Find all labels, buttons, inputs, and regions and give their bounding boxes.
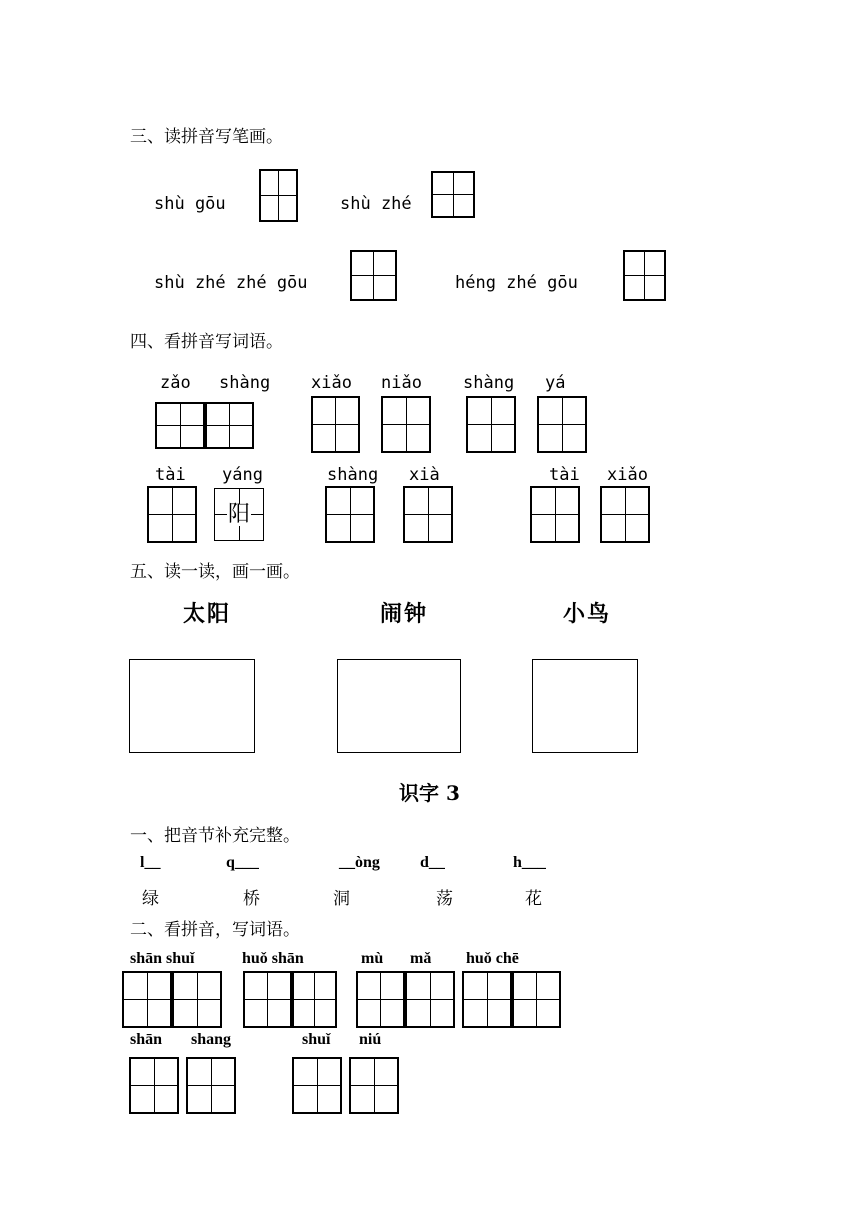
stroke-pinyin-4: héng zhé gōu — [455, 273, 578, 293]
part2-heading: 二、看拼音，写词语。 — [130, 920, 300, 940]
writing-grid[interactable] — [292, 1057, 342, 1114]
pinyin: mǎ — [410, 950, 432, 967]
pinyin: shān shuǐ — [130, 950, 195, 967]
writing-grid[interactable] — [462, 971, 512, 1028]
writing-grid[interactable] — [623, 250, 666, 301]
writing-grid[interactable] — [512, 971, 561, 1028]
stroke-pinyin-1: shù gōu — [154, 194, 226, 214]
writing-grid[interactable] — [147, 486, 197, 543]
writing-grid[interactable] — [243, 971, 292, 1028]
pinyin: yá — [545, 373, 566, 393]
writing-grid[interactable] — [186, 1057, 236, 1114]
pinyin: shàng — [327, 465, 379, 485]
pinyin: niǎo — [381, 373, 422, 393]
stroke-pinyin-3: shù zhé zhé gōu — [154, 273, 308, 293]
section5-heading: 五、读一读，画一画。 — [130, 562, 300, 582]
writing-grid[interactable] — [349, 1057, 399, 1114]
syllable-blank[interactable]: __òng — [339, 854, 380, 871]
writing-grid[interactable] — [311, 396, 360, 453]
syllable-blank[interactable]: h___ — [513, 854, 546, 871]
pinyin: shàng — [463, 373, 515, 393]
pinyin: zǎo — [160, 373, 191, 393]
char: 花 — [525, 889, 542, 909]
writing-grid[interactable] — [356, 971, 405, 1028]
writing-grid[interactable] — [350, 250, 397, 301]
syllable-blank[interactable]: d__ — [420, 854, 445, 871]
writing-grid[interactable] — [292, 971, 337, 1028]
section3-heading: 三、读拼音写笔画。 — [130, 127, 283, 147]
section4-heading: 四、看拼音写词语。 — [130, 332, 283, 352]
char: 桥 — [243, 889, 260, 909]
writing-grid[interactable] — [325, 486, 375, 543]
pinyin: huǒ chē — [466, 950, 519, 967]
drawing-box[interactable] — [532, 659, 638, 753]
pinyin: tài — [155, 465, 186, 485]
writing-grid[interactable] — [530, 486, 580, 543]
writing-grid[interactable] — [381, 396, 431, 453]
draw-word-bird: 小鸟 — [563, 602, 612, 627]
char: 荡 — [436, 889, 453, 909]
pinyin: shang — [191, 1031, 232, 1048]
writing-grid[interactable] — [431, 171, 475, 218]
draw-word-clock: 闹钟 — [380, 602, 429, 627]
part1-heading: 一、把音节补充完整。 — [130, 826, 300, 846]
writing-grid[interactable] — [600, 486, 650, 543]
writing-grid[interactable] — [129, 1057, 179, 1114]
writing-grid[interactable] — [405, 971, 455, 1028]
writing-grid[interactable] — [205, 402, 254, 449]
pinyin: xià — [409, 465, 440, 485]
pinyin: shān — [130, 1031, 163, 1048]
pinyin: shàng — [219, 373, 271, 393]
writing-grid[interactable] — [172, 971, 222, 1028]
writing-grid[interactable] — [537, 396, 587, 453]
pinyin: xiǎo — [607, 465, 648, 485]
pinyin: tài — [549, 465, 580, 485]
syllable-blank[interactable]: l__ — [140, 854, 161, 871]
draw-word-sun: 太阳 — [183, 602, 232, 627]
writing-grid[interactable] — [155, 402, 205, 449]
pinyin: yáng — [222, 465, 263, 485]
writing-grid[interactable] — [122, 971, 172, 1028]
pinyin: xiǎo — [311, 373, 352, 393]
drawing-box[interactable] — [129, 659, 255, 753]
lesson-title: 识字 3 — [399, 781, 460, 805]
char: 洞 — [333, 889, 350, 909]
drawing-box[interactable] — [337, 659, 461, 753]
writing-grid[interactable] — [466, 396, 516, 453]
prefilled-grid — [214, 488, 264, 541]
writing-grid[interactable] — [403, 486, 453, 543]
prefilled-char: 阳 — [227, 501, 250, 527]
pinyin: niú — [359, 1031, 382, 1048]
pinyin: mù — [361, 950, 384, 967]
writing-grid[interactable] — [259, 169, 298, 222]
syllable-blank[interactable]: q___ — [226, 854, 259, 871]
char: 绿 — [142, 889, 159, 909]
pinyin: shuǐ — [302, 1031, 331, 1048]
pinyin: huǒ shān — [242, 950, 304, 967]
stroke-pinyin-2: shù zhé — [340, 194, 412, 214]
